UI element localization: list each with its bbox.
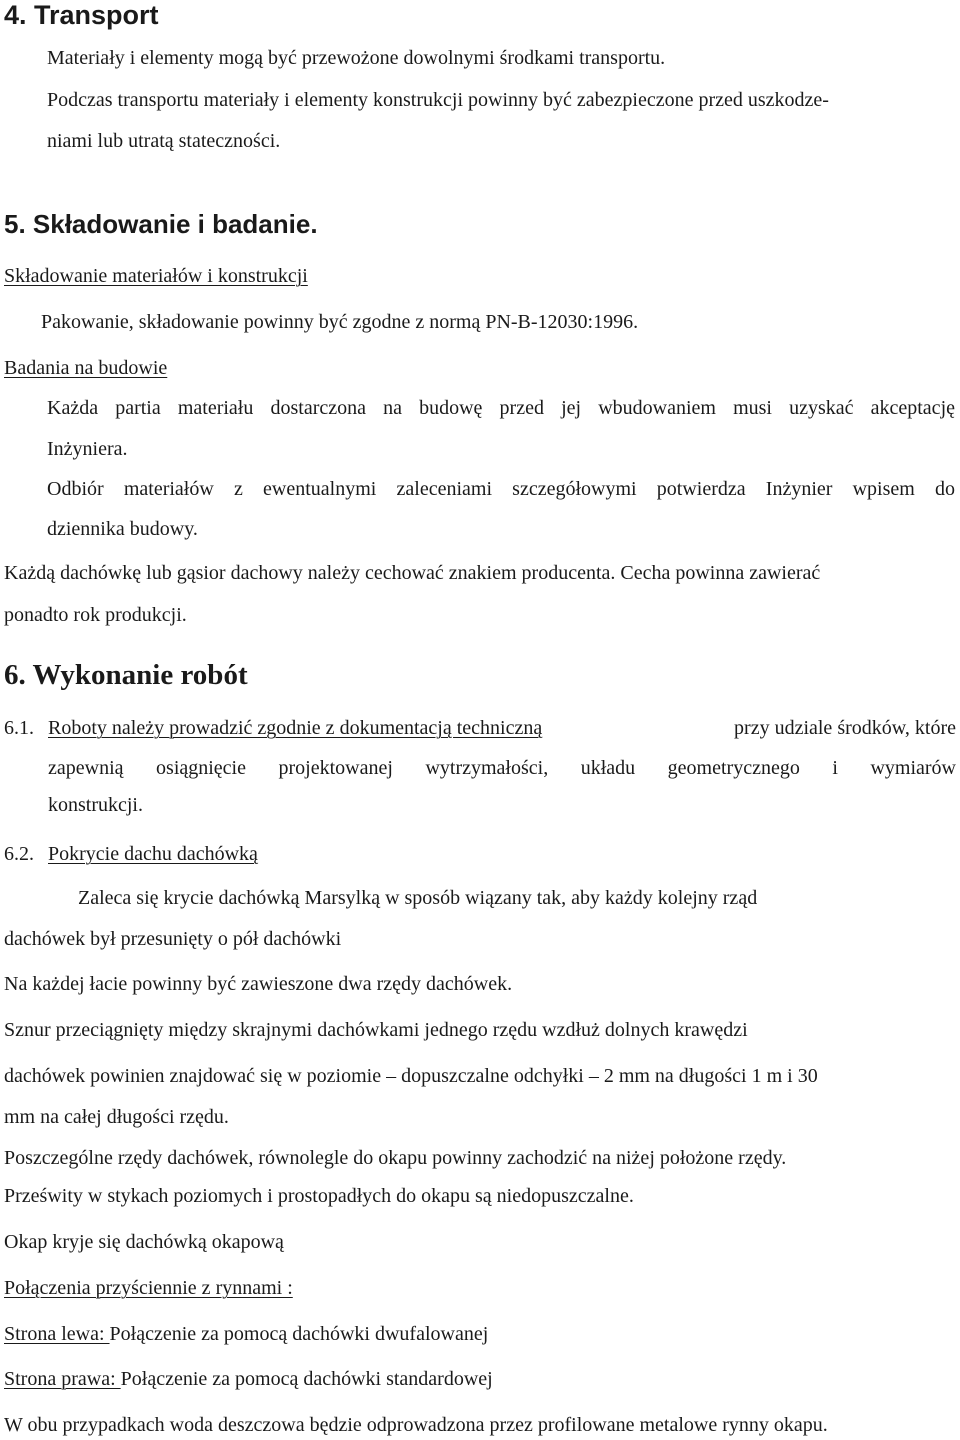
item-6-1-rest: przy udziale środków, które <box>734 717 956 739</box>
gaps-text: Prześwity w stykach poziomych i prostopadłych do okapu są niedopuszczalne. <box>4 1185 634 1207</box>
item-6-1-link[interactable]: Roboty należy prowadzić zgodnie z dokumentacją techniczną <box>48 717 543 739</box>
item-6-2-number: 6.2. <box>4 843 34 865</box>
section-5-heading: 5. Składowanie i badanie. <box>4 209 318 239</box>
right-side-label: Strona prawa: <box>4 1368 121 1390</box>
item-6-2-link[interactable]: Pokrycie dachu dachówką <box>48 843 258 865</box>
item-6-1-first-line <box>48 716 956 740</box>
rainwater-text: W obu przypadkach woda deszczowa będzie odprowadzona przez profilowane metalowe rynny okapu. <box>4 1414 828 1436</box>
batch-acceptance-line-2: Inżyniera. <box>47 438 128 460</box>
batch-acceptance-line-1: Każda partia materiału dostarczona na budowę przed jej wbudowaniem musi uzyskać akceptację <box>47 397 955 419</box>
string-line-1: Sznur przeciągnięty między skrajnymi dachówkami jednego rzędu wzdłuż dolnych krawędzi <box>4 1019 748 1041</box>
item-6-1-number: 6.1. <box>4 717 34 739</box>
transport-line-1: Materiały i elementy mogą być przewożone dowolnymi środkami transportu. <box>47 47 666 69</box>
storage-subheading: Składowanie materiałów i konstrukcji <box>4 265 308 287</box>
material-receipt-line-2: dziennika budowy. <box>47 518 198 540</box>
left-side-line <box>4 1322 488 1346</box>
item-6-1-line-2: zapewnią osiągnięcie projektowanej wytrzymałości, układu geometrycznego i wymiarów <box>48 757 956 779</box>
tile-marking-line-1: Każdą dachówkę lub gąsior dachowy należy cechować znakiem producenta. Cecha powinna zawierać <box>4 562 821 584</box>
site-testing-subheading: Badania na budowie <box>4 357 168 379</box>
transport-line-3: niami lub utratą stateczności. <box>47 130 281 152</box>
string-line-3: mm na całej długości rzędu. <box>4 1106 229 1128</box>
section-6-heading: 6. Wykonanie robót <box>4 659 248 691</box>
eaves-text: Okap kryje się dachówką okapową <box>4 1231 284 1253</box>
batten-rows-text: Na każdej łacie powinny być zawieszone dwa rzędy dachówek. <box>4 973 513 995</box>
left-side-text: Połączenie za pomocą dachówki dwufalowanej <box>109 1323 489 1345</box>
roofing-method-line-1: Zaleca się krycie dachówką Marsylką w sposób wiązany tak, aby każdy kolejny rząd <box>78 887 758 909</box>
string-line-2: dachówek powinien znajdować się w poziomie – dopuszczalne odchyłki – 2 mm na długości 1 m i 30 <box>4 1065 818 1087</box>
material-receipt-line-1: Odbiór materiałów z ewentualnymi zaleceniami szczegółowymi potwierdza Inżynier wpisem do <box>47 478 955 500</box>
item-6-1-line-3: konstrukcji. <box>48 794 143 816</box>
right-side-text: Połączenie za pomocą dachówki standardowej <box>120 1368 493 1390</box>
roofing-method-line-2: dachówek był przesunięty o pół dachówki <box>4 928 342 950</box>
left-side-label: Strona lewa: <box>4 1323 110 1345</box>
transport-line-2: Podczas transportu materiały i elementy konstrukcji powinny być zabezpieczone przed uszkodze- <box>47 89 829 111</box>
tile-marking-line-2: ponadto rok produkcji. <box>4 604 187 626</box>
packing-standard-text: Pakowanie, składowanie powinny być zgodne z normą PN-B-12030:1996. <box>41 311 639 333</box>
section-4-heading: 4. Transport <box>4 0 159 30</box>
right-side-line <box>4 1367 493 1391</box>
wall-connections-subheading: Połączenia przyściennie z rynnami : <box>4 1277 293 1299</box>
overlap-rows-text: Poszczególne rzędy dachówek, równolegle do okapu powinny zachodzić na niżej położone rzędy. <box>4 1147 787 1169</box>
